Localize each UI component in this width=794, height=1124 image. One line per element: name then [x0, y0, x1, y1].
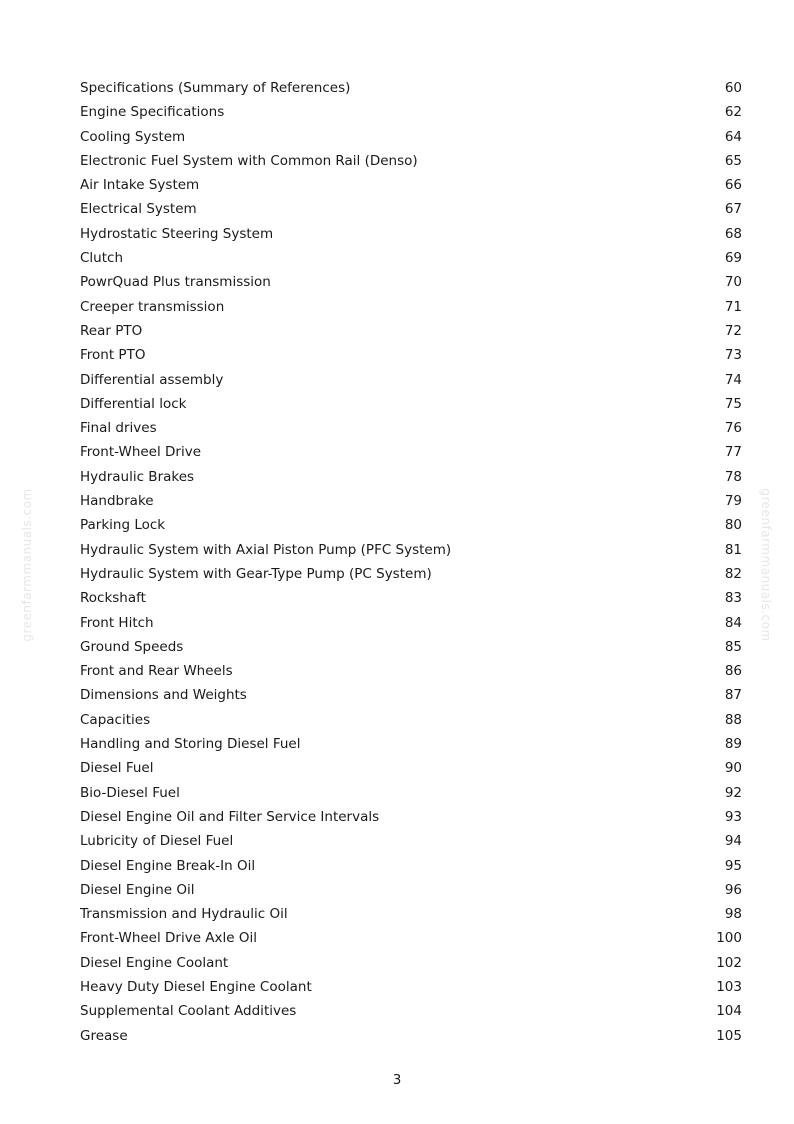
toc-entry[interactable] [80, 173, 742, 197]
toc-entry-page: 60 [724, 80, 742, 96]
toc-entry-title: Diesel Fuel [80, 760, 154, 777]
toc-entry-title: Lubricity of Diesel Fuel [80, 833, 234, 850]
toc-entry-title: Bio-Diesel Fuel [80, 784, 180, 801]
toc-entry-page: 105 [716, 1027, 742, 1044]
toc-entry-title: Handling and Storing Diesel Fuel [80, 736, 301, 753]
toc-entry-page: 94 [724, 833, 742, 850]
toc-entry-page: 72 [724, 322, 742, 339]
toc-entry-page: 100 [716, 930, 742, 947]
toc-entry-page: 74 [724, 371, 742, 388]
toc-entry[interactable] [80, 76, 742, 100]
toc-entry-page: 62 [724, 104, 742, 121]
toc-entry-page: 95 [724, 857, 742, 874]
toc-entry[interactable] [80, 805, 742, 829]
toc-entry-title: PowrQuad Plus transmission [80, 274, 271, 291]
toc-entry-page: 81 [724, 541, 742, 558]
toc-entry[interactable] [80, 659, 742, 683]
toc-entry[interactable] [80, 368, 742, 392]
toc-entry-page: 79 [724, 493, 742, 510]
toc-entry[interactable] [80, 343, 742, 367]
toc-entry-title: Electrical System [80, 201, 197, 218]
toc-entry-page: 96 [724, 881, 742, 898]
toc-entry[interactable] [80, 319, 742, 343]
toc-entry[interactable] [80, 975, 742, 999]
toc-entry-title: Hydraulic Brakes [80, 468, 195, 485]
toc-entry-page: 90 [724, 760, 742, 777]
toc-entry[interactable] [80, 562, 742, 586]
toc-entry-title: Handbrake [80, 493, 154, 510]
toc-entry[interactable] [80, 999, 742, 1023]
toc-entry[interactable] [80, 854, 742, 878]
toc-entry-title: Supplemental Coolant Additives [80, 1003, 297, 1020]
toc-entry-page: 66 [724, 177, 742, 194]
toc-entry[interactable] [80, 756, 742, 780]
toc-entry[interactable] [80, 100, 742, 124]
toc-entry[interactable] [80, 270, 742, 294]
toc-entry-page: 75 [724, 395, 742, 412]
toc-entry[interactable] [80, 586, 742, 610]
watermark-left: greenfarmmanuals.com [20, 488, 34, 642]
toc-entry[interactable] [80, 440, 742, 464]
toc-entry-title: Capacities [80, 711, 151, 728]
toc-entry[interactable] [80, 125, 742, 149]
toc-entry[interactable] [80, 149, 742, 173]
toc-entry-title: Front Hitch [80, 614, 154, 631]
toc-entry[interactable] [80, 683, 742, 707]
toc-entry-title: Front PTO [80, 347, 146, 364]
toc-entry-title: Dimensions and Weights [80, 687, 247, 704]
toc-entry-page: 71 [724, 298, 742, 315]
toc-entry[interactable] [80, 246, 742, 270]
toc-entry-title: Clutch [80, 250, 124, 267]
toc-entry-title: Transmission and Hydraulic Oil [80, 906, 288, 923]
toc-entry-page: 98 [724, 906, 742, 923]
toc-entry[interactable] [80, 392, 742, 416]
toc-entry-title: Diesel Engine Oil and Filter Service Intervals [80, 808, 380, 825]
toc-entry-page: 67 [724, 201, 742, 218]
toc-entry[interactable] [80, 513, 742, 537]
toc-entry[interactable] [80, 781, 742, 805]
toc-entry[interactable] [80, 951, 742, 975]
toc-entry-title: Front and Rear Wheels [80, 663, 233, 680]
page-number: 3 [392, 1072, 402, 1088]
toc-entry-title: Hydraulic System with Axial Piston Pump (PFC System) [80, 541, 452, 558]
toc-entry-title: Hydraulic System with Gear-Type Pump (PC System) [80, 565, 432, 582]
watermark-right: greenfarmmanuals.com [759, 488, 773, 642]
toc-entry-page: 103 [716, 978, 742, 995]
toc-entry-page: 89 [724, 736, 742, 753]
toc-entry-title: Electronic Fuel System with Common Rail (Denso) [80, 152, 418, 169]
toc-entry[interactable] [80, 926, 742, 950]
toc-entry[interactable] [80, 732, 742, 756]
toc-entry-title: Final drives [80, 420, 157, 437]
toc-entry[interactable] [80, 1024, 742, 1048]
toc-entry[interactable] [80, 878, 742, 902]
toc-entry-page: 65 [724, 152, 742, 169]
toc-entry-title: Hydrostatic Steering System [80, 225, 274, 242]
toc-entry-page: 83 [724, 590, 742, 607]
table-of-contents [80, 76, 742, 1048]
toc-entry-page: 86 [724, 663, 742, 680]
toc-entry-title: Heavy Duty Diesel Engine Coolant [80, 978, 312, 995]
toc-entry-title: Rear PTO [80, 322, 143, 339]
toc-entry-page: 93 [724, 808, 742, 825]
toc-entry-page: 73 [724, 347, 742, 364]
toc-entry-title: Diesel Engine Oil [80, 881, 195, 898]
toc-entry-page: 104 [716, 1003, 742, 1020]
toc-entry-page: 80 [724, 517, 742, 534]
toc-entry-title: Specifications (Summary of References) [80, 80, 351, 96]
toc-entry[interactable] [80, 611, 742, 635]
toc-entry-title: Air Intake System [80, 177, 200, 194]
toc-entry-page: 85 [724, 638, 742, 655]
toc-entry[interactable] [80, 635, 742, 659]
toc-entry-page: 84 [724, 614, 742, 631]
toc-entry[interactable] [80, 829, 742, 853]
toc-entry-title: Differential lock [80, 395, 187, 412]
toc-entry-page: 78 [724, 468, 742, 485]
toc-entry-title: Engine Specifications [80, 104, 225, 121]
toc-entry[interactable] [80, 489, 742, 513]
toc-entry[interactable] [80, 416, 742, 440]
toc-entry[interactable] [80, 197, 742, 221]
toc-entry-page: 87 [724, 687, 742, 704]
toc-entry-title: Front-Wheel Drive [80, 444, 202, 461]
toc-entry-title: Cooling System [80, 128, 186, 145]
toc-entry-page: 92 [724, 784, 742, 801]
toc-entry-title: Ground Speeds [80, 638, 184, 655]
toc-entry-title: Diesel Engine Coolant [80, 954, 229, 971]
toc-entry-title: Grease [80, 1027, 128, 1044]
toc-entry-page: 69 [724, 250, 742, 267]
toc-entry[interactable] [80, 538, 742, 562]
toc-entry[interactable] [80, 902, 742, 926]
toc-entry-page: 70 [724, 274, 742, 291]
toc-entry[interactable] [80, 295, 742, 319]
toc-entry-title: Diesel Engine Break-In Oil [80, 857, 256, 874]
toc-entry-title: Differential assembly [80, 371, 224, 388]
toc-entry-title: Creeper transmission [80, 298, 225, 315]
toc-entry[interactable] [80, 222, 742, 246]
toc-entry-page: 76 [724, 420, 742, 437]
toc-entry-page: 102 [716, 954, 742, 971]
toc-entry[interactable] [80, 708, 742, 732]
toc-entry-title: Front-Wheel Drive Axle Oil [80, 930, 258, 947]
toc-entry-page: 68 [724, 225, 742, 242]
toc-entry-page: 64 [724, 128, 742, 145]
toc-entry-title: Rockshaft [80, 590, 146, 607]
toc-entry-title: Parking Lock [80, 517, 166, 534]
toc-entry-page: 88 [724, 711, 742, 728]
toc-entry-page: 77 [724, 444, 742, 461]
toc-entry-page: 82 [724, 565, 742, 582]
toc-entry[interactable] [80, 465, 742, 489]
